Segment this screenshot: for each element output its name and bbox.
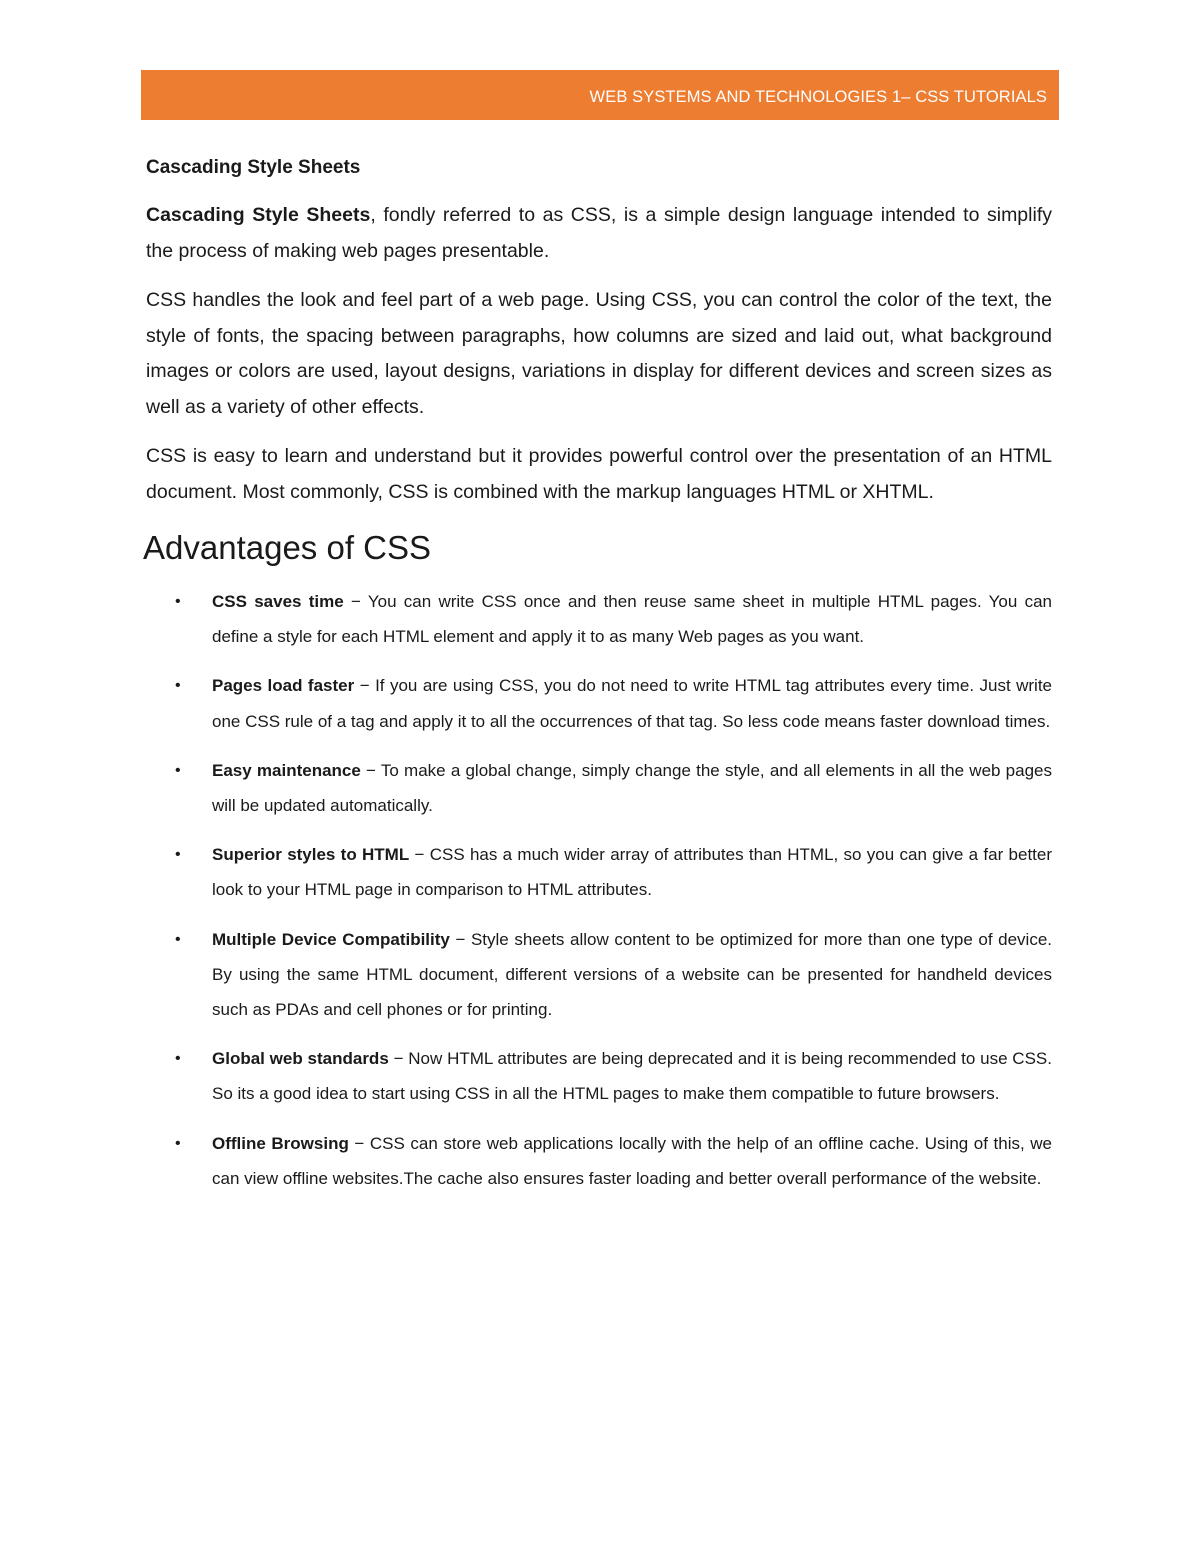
header-bar — [141, 70, 1059, 120]
advantage-text: − If you are using CSS, you do not need to write HTML tag attributes every time. Just write one CSS rule of a tag and apply it to all the occurrences of that tag. So less code means faster download times. — [212, 676, 1053, 731]
list-item — [142, 1126, 1052, 1196]
list-item — [142, 668, 1052, 738]
document-title: Cascading Style Sheets — [146, 157, 361, 178]
advantage-text: − To make a global change, simply change the style, and all elements in all the web pages will be updated automatically. — [212, 760, 1052, 816]
bullet-icon: • — [175, 1134, 181, 1152]
bullet-icon: • — [175, 677, 181, 695]
paragraph-easy-to-learn — [146, 439, 1052, 510]
list-item — [142, 1041, 1052, 1111]
bullet-icon: • — [175, 1050, 181, 1068]
advantage-term: Pages load faster — [212, 676, 355, 696]
header-title: WEB SYSTEMS AND TECHNOLOGIES 1– CSS TUTORIALS — [589, 87, 1047, 106]
advantage-text: − You can write CSS once and then reuse same sheet in multiple HTML pages. You can define a style for each HTML element and apply it to as many Web pages as you want. — [212, 592, 1052, 647]
bullet-icon: • — [175, 761, 181, 779]
advantage-term: Superior styles to HTML — [212, 845, 410, 865]
list-item — [142, 584, 1052, 654]
advantages-list — [146, 584, 1052, 1196]
advantage-term: Easy maintenance — [212, 760, 361, 780]
bullet-icon: • — [175, 930, 181, 948]
bullet-icon: • — [175, 593, 181, 610]
bullet-icon: • — [175, 846, 181, 864]
advantage-term: Multiple Device Compatibility — [212, 929, 450, 949]
advantage-text: − CSS has a much wider array of attributes than HTML, so you can give a far better look to your HTML page in comparison to HTML attributes. — [212, 845, 1053, 900]
advantage-term: Global web standards — [212, 1049, 389, 1069]
document-body — [143, 152, 1053, 1210]
list-item — [142, 753, 1052, 823]
list-item — [142, 922, 1052, 1028]
advantage-text: − CSS can store web applications locally with the help of an offline cache. Using of this, we can view offline websites.The cache also ensures faster loading and better overall performance of the website. — [212, 1133, 1053, 1188]
paragraph-look-and-feel — [146, 283, 1052, 425]
paragraph-lead: Cascading Style Sheets — [146, 204, 371, 226]
advantage-term: CSS saves time — [212, 592, 344, 611]
paragraph-text: CSS handles the look and feel part of a web page. Using CSS, you can control the color of the text, the style of fonts, the spacing between paragraphs, how columns are sized and laid out, what background images or colors are used, layout designs, variations in display for different devices and screen sizes as well as a variety of other effects. — [146, 289, 1052, 418]
advantage-text: − Now HTML attributes are being deprecated and it is being recommended to use CSS. So its a good idea to start using CSS in all the HTML pages to make them compatible to future browsers. — [212, 1049, 1052, 1104]
paragraph-text: CSS is easy to learn and understand but it provides powerful control over the presentation of an HTML document. Most commonly, CSS is combined with the markup languages HTML or XHTML. — [146, 445, 1052, 503]
paragraph-text: , fondly referred to as CSS, is a simple design language intended to simplify the process of making web pages presentable. — [146, 204, 1052, 262]
list-item — [142, 837, 1052, 907]
advantage-text: − Style sheets allow content to be optimized for more than one type of device. By using the same HTML document, different versions of a website can be presented for handheld devices such as PDAs and cell phones or for printing. — [212, 929, 1052, 1020]
section-heading-advantages: Advantages of CSS — [143, 529, 432, 566]
advantage-term: Offline Browsing — [212, 1133, 349, 1153]
paragraph-intro — [146, 198, 1052, 269]
